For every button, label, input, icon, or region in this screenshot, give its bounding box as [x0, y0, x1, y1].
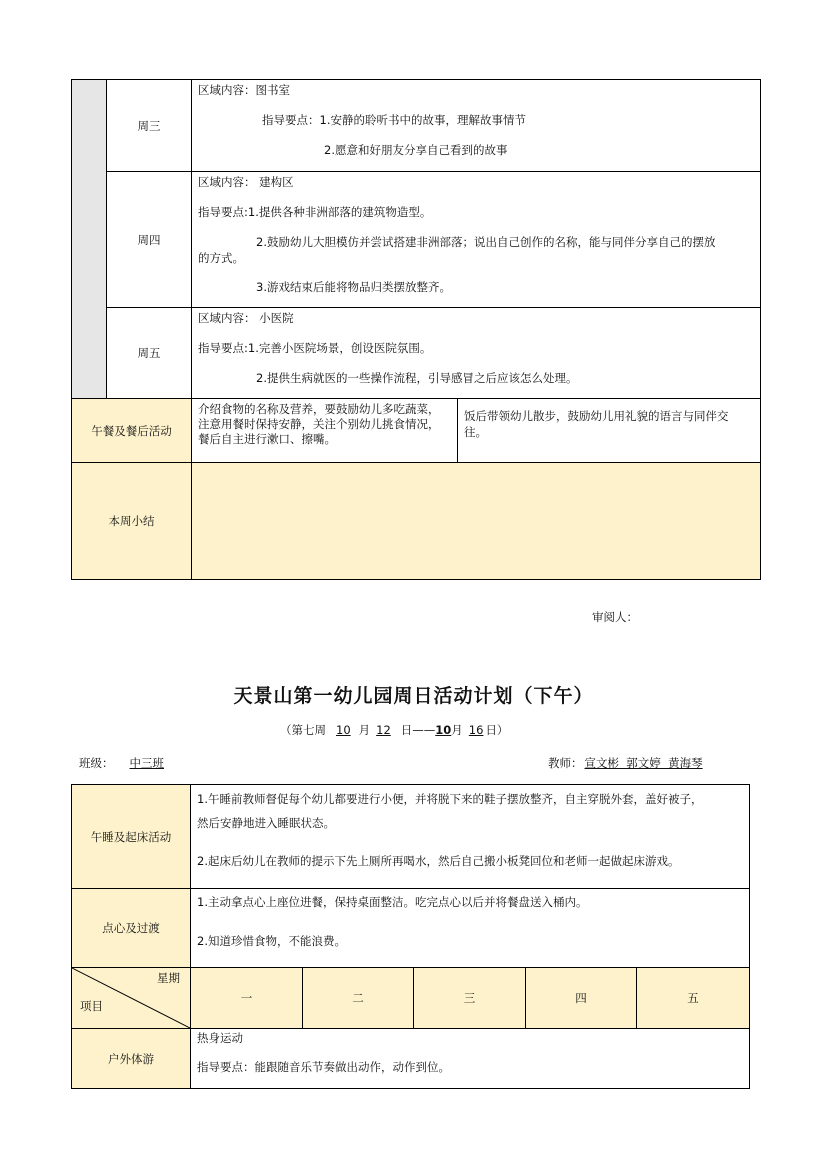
day-content-fri	[192, 308, 761, 399]
class-info	[79, 755, 192, 771]
outdoor-line: 指导要点：能跟随音乐节奏做出动作，动作到位。	[197, 1060, 450, 1074]
month-end: 10	[435, 723, 452, 737]
outdoor-label: 户外体游	[72, 1029, 191, 1089]
day-label-fri: 周五	[107, 308, 192, 399]
weekday-header-mon: 一	[191, 968, 303, 1029]
nap-label: 午睡及起床活动	[72, 785, 191, 889]
day-content-thu	[192, 172, 761, 308]
afternoon-plan-table	[71, 784, 750, 1089]
lunch-line: 注意用餐时保持安静，关注个别幼儿挑食情况，	[198, 417, 440, 431]
guide-line: 3.游戏结束后能将物品归类摆放整齐。	[256, 280, 451, 294]
class-value: 中三班	[129, 756, 164, 770]
week-prefix: （第七周	[280, 723, 326, 737]
area-text: 区域内容：图书室	[198, 83, 290, 97]
corner-top-label: 星期	[157, 971, 180, 985]
lunch-label: 午餐及餐后活动	[72, 399, 192, 463]
month-start: 10	[336, 723, 351, 737]
snack-line: 1.主动拿点心上座位进餐，保持桌面整洁。吃完点心以后并将餐盘送入桶内。	[197, 895, 588, 909]
weekday-header-thu: 四	[526, 968, 637, 1029]
corner-bottom-label: 项目	[80, 999, 103, 1013]
area-text: 区域内容： 小医院	[198, 311, 294, 325]
summary-content[interactable]	[192, 463, 761, 580]
guide-line: 的方式。	[198, 251, 244, 265]
teacher-value: 宣文彬 郭文婷 黄海琴	[584, 756, 703, 770]
area-text: 区域内容： 建构区	[198, 175, 294, 189]
top-activity-table	[71, 79, 761, 580]
guide-line: 2.鼓励幼儿大胆模仿并尝试搭建非洲部落；说出自己创作的名称，能与同伴分享自己的摆放	[256, 235, 716, 249]
day-label-wed: 周三	[107, 80, 192, 172]
side-label-cell	[72, 80, 107, 399]
guide-line: 指导要点：1.安静的聆听书中的故事，理解故事情节	[262, 113, 526, 127]
teacher-info	[548, 755, 711, 771]
snack-label: 点心及过渡	[72, 889, 191, 968]
outdoor-line: 热身运动	[197, 1031, 243, 1045]
day-start: 12	[376, 723, 391, 737]
lunch-line: 餐后自主进行漱口、擦嘴。	[198, 432, 336, 446]
lunch-content-left	[192, 399, 458, 463]
guide-line: 2.提供生病就医的一些操作流程，引导感冒之后应该怎么处理。	[256, 371, 578, 385]
outdoor-content	[191, 1029, 750, 1089]
day-label-thu: 周四	[107, 172, 192, 308]
lunch-line: 饭后带领幼儿散步，鼓励幼儿用礼貌的语言与同伴交	[464, 409, 729, 423]
date-range	[280, 722, 508, 738]
lunch-line: 介绍食物的名称及营养，要鼓励幼儿多吃蔬菜，	[198, 402, 440, 416]
lunch-line: 往。	[464, 425, 487, 439]
reviewer-label: 审阅人：	[592, 610, 638, 624]
weekday-header-wed: 三	[414, 968, 526, 1029]
weekday-header-tue: 二	[303, 968, 414, 1029]
guide-line: 2.愿意和好朋友分享自己看到的故事	[324, 143, 508, 157]
day-end: 16	[468, 723, 484, 737]
teacher-label: 教师：	[548, 756, 583, 770]
nap-line: 然后安静地进入睡眠状态。	[197, 816, 335, 830]
day-unit: 日——	[400, 723, 436, 737]
month-unit: 月	[358, 723, 371, 737]
guide-line: 指导要点:1.提供各种非洲部落的建筑物造型。	[198, 205, 432, 219]
month-unit: 月	[451, 723, 463, 737]
snack-content	[191, 889, 750, 968]
nap-line: 1.午睡前教师督促每个幼儿都要进行小便，并将脱下来的鞋子摆放整齐，自主穿脱外套，盖好被子，	[197, 792, 703, 806]
class-label: 班级：	[79, 756, 114, 770]
day-unit: 日）	[485, 723, 509, 737]
day-content-wed	[192, 80, 761, 172]
nap-content	[191, 785, 750, 889]
guide-line: 指导要点:1.完善小医院场景，创设医院氛围。	[198, 341, 432, 355]
summary-label: 本周小结	[72, 463, 192, 580]
corner-header-cell	[72, 968, 191, 1029]
page-title: 天景山第一幼儿园周日活动计划（下午）	[233, 685, 594, 707]
nap-line: 2.起床后幼儿在教师的提示下先上厕所再喝水，然后自己搬小板凳回位和老师一起做起床游戏。	[197, 854, 680, 868]
weekday-header-fri: 五	[637, 968, 750, 1029]
lunch-content-right	[458, 399, 761, 463]
snack-line: 2.知道珍惜食物，不能浪费。	[197, 934, 346, 948]
